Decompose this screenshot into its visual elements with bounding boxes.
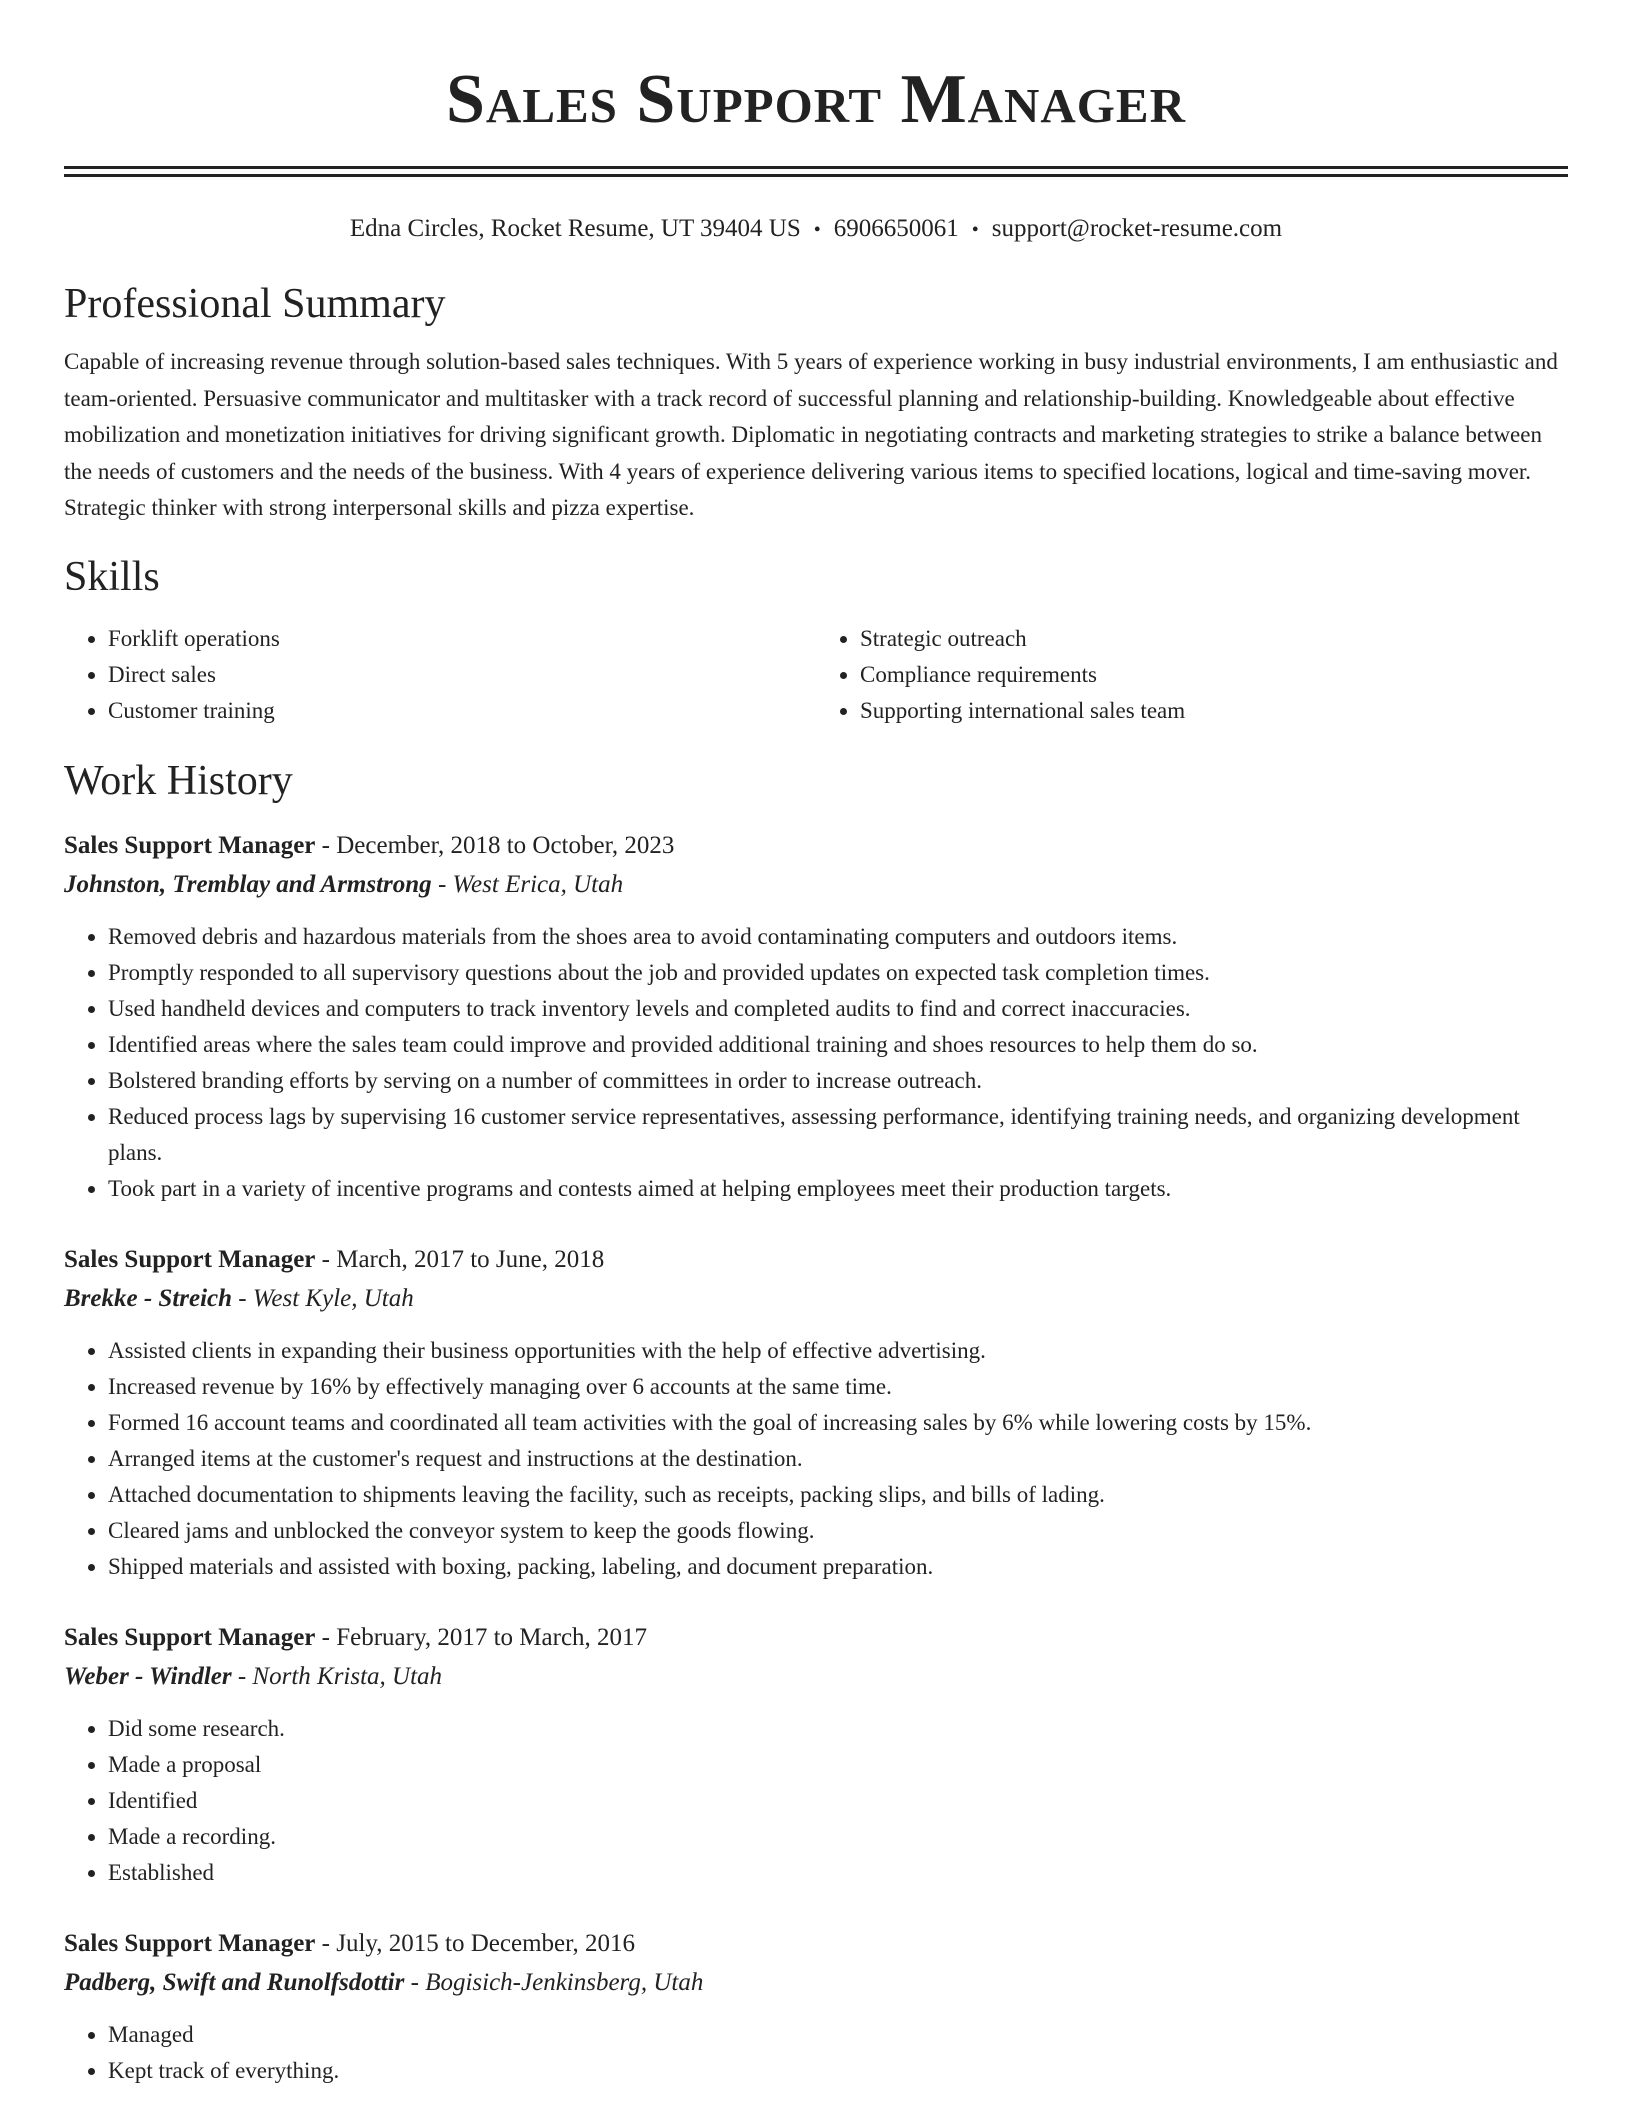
work-history-section xyxy=(64,755,1568,2089)
job-duty: • Reduced process lags by supervising 16 customer service representatives, assessing performance, identifying training needs, and organizing development plans. xyxy=(108,1099,1568,1171)
job-duty: • Identified areas where the sales team could improve and provided additional training and shoes resources to help them do so. xyxy=(108,1027,1568,1063)
job-title-line: Sales Support Manager - March, 2017 to June, 2018 xyxy=(64,1245,605,1273)
job-role: Sales Support Manager xyxy=(64,1623,316,1651)
job-duty: • Formed 16 account teams and coordinated all team activities with the goal of increasing sales by 6% while lowering costs by 15%. xyxy=(108,1405,1568,1441)
job-company: Padberg, Swift and Runolfsdottir xyxy=(64,1968,405,1996)
job-role: Sales Support Manager xyxy=(64,1245,316,1273)
job-duties-list xyxy=(64,919,1568,1207)
skills-list-left xyxy=(64,621,816,729)
job-location: Bogisich-Jenkinsberg, Utah xyxy=(425,1968,704,1996)
job-duties-list xyxy=(64,1711,1568,1891)
job-duty: • Cleared jams and unblocked the conveyor system to keep the goods flowing. xyxy=(108,1513,1568,1549)
skill-item: • Direct sales xyxy=(108,657,816,693)
job-duty: • Made a proposal xyxy=(108,1747,1568,1783)
job-dates: December, 2018 to October, 2023 xyxy=(336,831,675,859)
job-entry xyxy=(64,1619,1568,1891)
skills-heading: Skills xyxy=(64,553,160,600)
job-title-line: Sales Support Manager - February, 2017 to March, 2017 xyxy=(64,1623,648,1651)
page-title: Sales Support Manager xyxy=(446,61,1186,138)
job-duty: • Assisted clients in expanding their business opportunities with the help of effective advertising. xyxy=(108,1333,1568,1369)
skills-list-right xyxy=(816,621,1568,729)
skill-item: • Customer training xyxy=(108,693,816,729)
job-location: North Krista, Utah xyxy=(252,1662,443,1690)
job-entry xyxy=(64,1925,1568,2089)
job-company: Weber - Windler xyxy=(64,1662,232,1690)
job-duty: • Managed xyxy=(108,2017,1568,2053)
job-duty: • Increased revenue by 16% by effectively managing over 6 accounts at the same time. xyxy=(108,1369,1568,1405)
contact-address: Edna Circles, Rocket Resume, UT 39404 US xyxy=(349,215,801,242)
job-company-line: Brekke - Streich - West Kyle, Utah xyxy=(64,1284,414,1312)
job-title-line: Sales Support Manager - December, 2018 to October, 2023 xyxy=(64,831,675,859)
job-duty: • Bolstered branding efforts by serving on a number of committees in order to increase outreach. xyxy=(108,1063,1568,1099)
job-company: Johnston, Tremblay and Armstrong xyxy=(64,870,432,898)
resume-page xyxy=(64,0,1568,2089)
job-entry xyxy=(64,827,1568,1207)
summary-heading: Professional Summary xyxy=(64,281,446,327)
job-company-line: Weber - Windler - North Krista, Utah xyxy=(64,1662,443,1690)
job-role: Sales Support Manager xyxy=(64,1929,316,1957)
skill-item: • Strategic outreach xyxy=(860,621,1568,657)
contact-separator: • xyxy=(813,219,821,241)
job-duty: • Removed debris and hazardous materials from the shoes area to avoid contaminating computers and outdoors items. xyxy=(108,919,1568,955)
job-location: West Kyle, Utah xyxy=(252,1284,414,1312)
job-duties-list xyxy=(64,2017,1568,2089)
skills-columns xyxy=(64,621,1568,729)
job-dates: March, 2017 to June, 2018 xyxy=(336,1245,605,1273)
contact-separator: • xyxy=(971,219,979,241)
job-duty: • Kept track of everything. xyxy=(108,2053,1568,2089)
work-history-heading: Work History xyxy=(64,757,293,804)
job-duties-list xyxy=(64,1333,1568,1585)
skill-item: • Compliance requirements xyxy=(860,657,1568,693)
job-dates: February, 2017 to March, 2017 xyxy=(336,1623,648,1651)
skill-item: • Supporting international sales team xyxy=(860,693,1568,729)
job-duty: • Attached documentation to shipments leaving the facility, such as receipts, packing slips, and bills of lading. xyxy=(108,1477,1568,1513)
contact-phone: 6906650061 xyxy=(833,215,959,242)
professional-summary-section xyxy=(64,278,1568,527)
job-dates: July, 2015 to December, 2016 xyxy=(336,1929,635,1957)
job-duty: • Arranged items at the customer's request and instructions at the destination. xyxy=(108,1441,1568,1477)
job-company: Brekke - Streich xyxy=(64,1284,233,1312)
contact-line xyxy=(64,213,1568,246)
job-location: West Erica, Utah xyxy=(452,870,624,898)
job-company-line: Johnston, Tremblay and Armstrong - West Erica, Utah xyxy=(64,870,624,898)
title-divider-bottom xyxy=(64,174,1568,177)
job-duty: • Identified xyxy=(108,1783,1568,1819)
summary-text: Capable of increasing revenue through solution-based sales techniques. With 5 years of experience working in busy industrial environments, I am enthusiastic and team-oriented. Persuasive communicator and multitasker with a track record of successful planning and relationship-building. Knowledgeable about effective mobilization and monetization initiatives for driving significant growth. Diplomatic in negotiating contracts and marketing strategies to strike a balance between the needs of customers and the needs of the business. With 4 years of experience delivering various items to specified locations, logical and time-saving mover. Strategic thinker with strong interpersonal skills and pizza expertise. xyxy=(64,349,1558,520)
job-entry xyxy=(64,1241,1568,1585)
job-duty: • Did some research. xyxy=(108,1711,1568,1747)
contact-email: support@rocket-resume.com xyxy=(991,215,1283,242)
job-duty: • Used handheld devices and computers to track inventory levels and completed audits to find and correct inaccuracies. xyxy=(108,991,1568,1027)
title-divider-top xyxy=(64,166,1568,169)
skill-item: • Forklift operations xyxy=(108,621,816,657)
job-role: Sales Support Manager xyxy=(64,831,316,859)
job-duty: • Shipped materials and assisted with boxing, packing, labeling, and document preparation. xyxy=(108,1549,1568,1585)
job-title-line: Sales Support Manager - July, 2015 to December, 2016 xyxy=(64,1929,635,1957)
job-duty: • Made a recording. xyxy=(108,1819,1568,1855)
job-duty: • Established xyxy=(108,1855,1568,1891)
skills-section xyxy=(64,551,1568,729)
job-duty: • Promptly responded to all supervisory questions about the job and provided updates on expected task completion times. xyxy=(108,955,1568,991)
job-company-line: Padberg, Swift and Runolfsdottir - Bogisich-Jenkinsberg, Utah xyxy=(64,1968,704,1996)
job-duty: • Took part in a variety of incentive programs and contests aimed at helping employees meet their production targets. xyxy=(108,1171,1568,1207)
